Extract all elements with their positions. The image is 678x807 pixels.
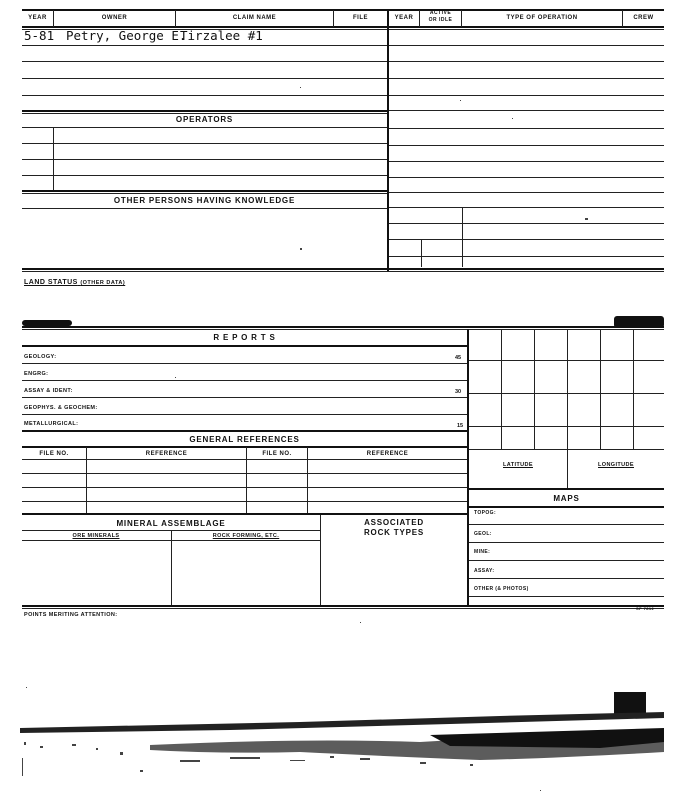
mineral-assemblage-title: MINERAL ASSEMBLAGE [116,519,226,528]
maps-other: OTHER (& PHOTOS) [474,586,529,592]
header-year: YEAR [28,15,47,21]
form-number: SP 7812 [636,606,655,611]
entry-year: 5-81 [24,28,55,43]
gr-header-file-no-2: FILE NO. [262,451,292,457]
maps-title: MAPS [553,494,580,503]
gr-header-reference-1: REFERENCE [145,451,188,457]
header-owner: OWNER [101,15,128,21]
other-persons-title: OTHER PERSONS HAVING KNOWLEDGE [113,196,296,205]
reports-title: R E P O R T S [213,333,276,342]
land-status-sub: (OTHER DATA) [80,280,126,286]
report-assay-label: ASSAY & IDENT: [24,388,73,394]
associated-rock-types-1: ASSOCIATED [364,518,424,527]
general-references-title: GENERAL REFERENCES [189,435,300,444]
maps-topog: TOPOG: [474,510,497,516]
land-status-text: LAND STATUS [24,279,78,286]
report-geophys-label: GEOPHYS. & GEOCHEM: [24,405,98,411]
ore-minerals-label: ORE MINERALS [72,533,120,539]
report-engrg-label: ENGRG: [24,371,49,377]
points-meriting-attention: POINTS MERITING ATTENTION: [24,612,118,618]
report-metallurgical-num: 15 [457,423,464,429]
report-metallurgical-label: METALLURGICAL: [24,421,79,427]
maps-assay: ASSAY: [474,568,495,574]
maps-geol: GEOL: [474,531,492,537]
longitude-label: LONGITUDE [598,462,634,468]
latitude-label: LATITUDE [503,462,533,468]
report-geology-num: 45 [455,355,462,361]
header-year-2: YEAR [394,15,414,21]
operators-title: OPERATORS [175,115,234,124]
rock-forming-label: ROCK FORMING, ETC. [212,533,280,539]
header-active-idle-1: ACTIVE [429,10,452,16]
associated-rock-types-2: ROCK TYPES [363,528,424,537]
maps-mine: MINE: [474,549,491,555]
gr-header-file-no-1: FILE NO. [39,451,69,457]
report-geology-label: GEOLOGY: [24,354,57,360]
header-claim-name: CLAIM NAME [232,15,277,21]
header-type-of-operation: TYPE OF OPERATION [506,15,578,21]
gr-header-reference-2: REFERENCE [366,451,409,457]
header-active-idle-2: OR IDLE [428,17,453,23]
entry-claim-name: Tirzalee #1 [180,28,263,43]
header-crew: CREW [633,15,654,21]
report-assay-num: 30 [455,389,462,395]
entry-owner: Petry, George E. [66,28,187,43]
header-file: FILE [353,15,368,21]
